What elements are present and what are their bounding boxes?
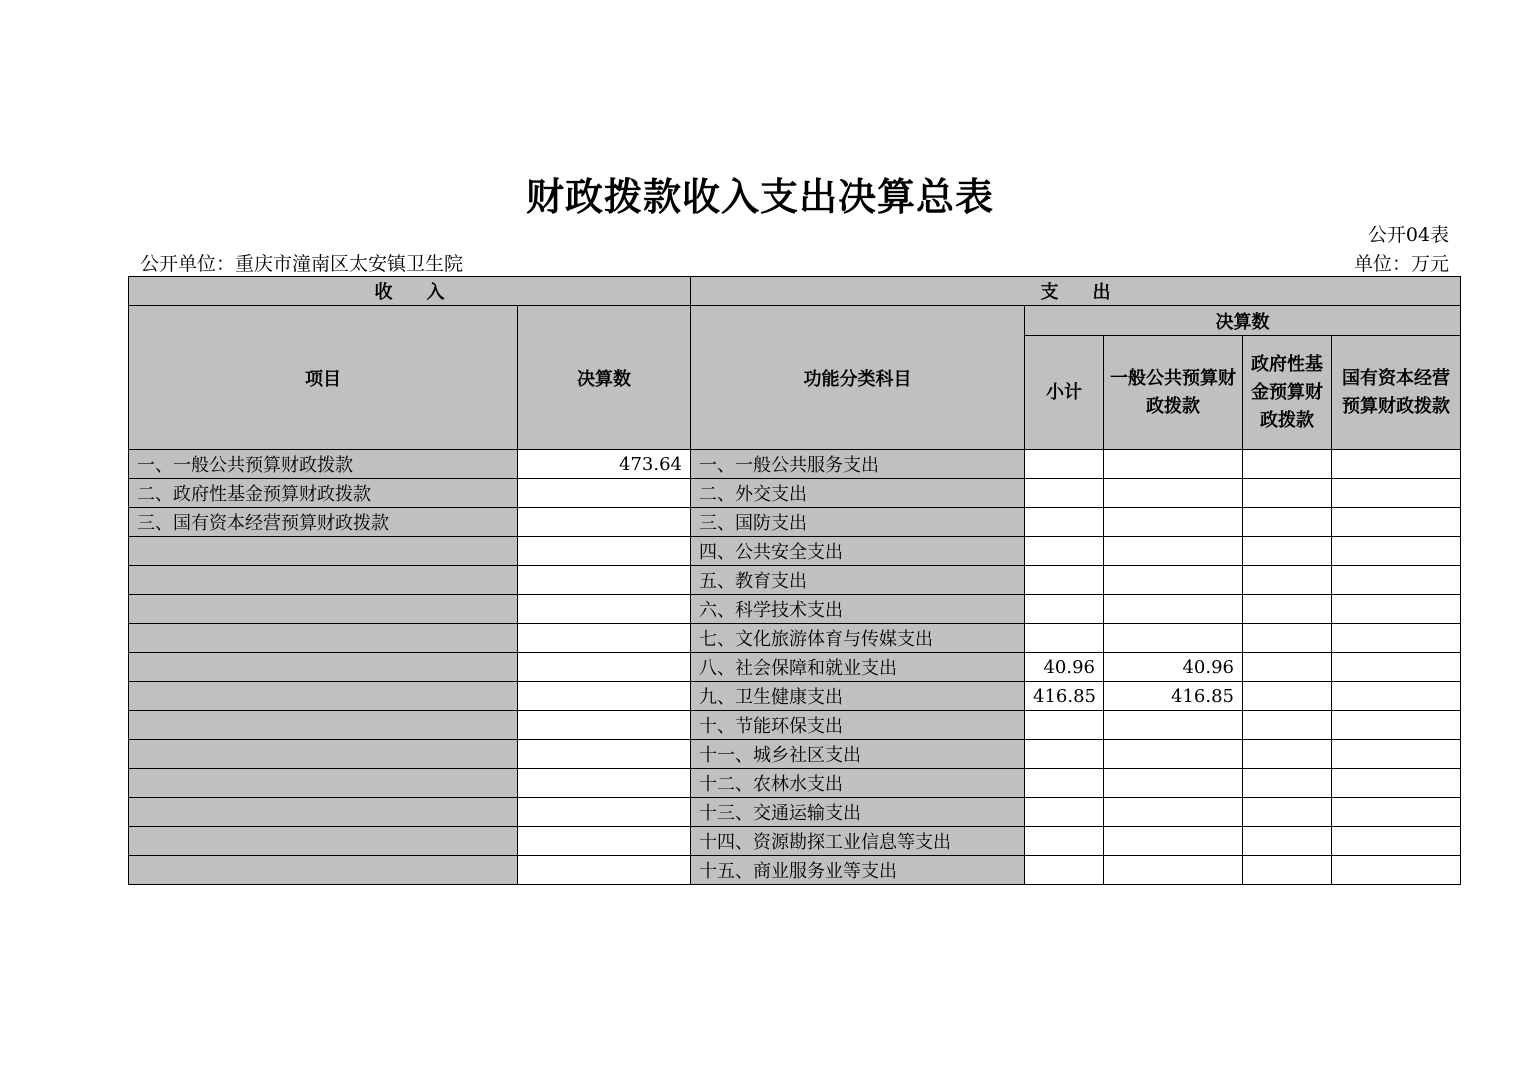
gov-fund-cell (1243, 537, 1332, 566)
gov-fund-cell (1243, 595, 1332, 624)
amount-header: 决算数 (518, 306, 691, 450)
gov-fund-header: 政府性基金预算财政拨款 (1243, 336, 1332, 450)
general-cell: 416.85 (1104, 682, 1243, 711)
expense-item-cell: 十三、交通运输支出 (691, 798, 1025, 827)
item-header: 项目 (129, 306, 518, 450)
income-item-cell: 二、政府性基金预算财政拨款 (129, 479, 518, 508)
expense-item-cell: 三、国防支出 (691, 508, 1025, 537)
state-capital-cell (1332, 566, 1461, 595)
subtotal-cell: 416.85 (1025, 682, 1104, 711)
table-row (129, 769, 1461, 798)
income-amount-cell (518, 798, 691, 827)
general-cell (1104, 740, 1243, 769)
subtotal-cell (1025, 537, 1104, 566)
table-row (129, 653, 1461, 682)
subtotal-cell (1025, 450, 1104, 479)
income-amount-cell (518, 537, 691, 566)
expense-item-cell: 十、节能环保支出 (691, 711, 1025, 740)
table-row (129, 566, 1461, 595)
expense-item-cell: 四、公共安全支出 (691, 537, 1025, 566)
income-amount-cell (518, 711, 691, 740)
income-amount-cell (518, 827, 691, 856)
general-cell (1104, 566, 1243, 595)
form-number: 公开04表 (1367, 224, 1449, 246)
state-capital-cell (1332, 769, 1461, 798)
general-cell (1104, 450, 1243, 479)
expense-item-cell: 十四、资源勘探工业信息等支出 (691, 827, 1025, 856)
subtotal-cell (1025, 479, 1104, 508)
expense-item-cell: 六、科学技术支出 (691, 595, 1025, 624)
table-row (129, 595, 1461, 624)
expense-item-cell: 二、外交支出 (691, 479, 1025, 508)
subtotal-cell (1025, 769, 1104, 798)
expense-item-cell: 七、文化旅游体育与传媒支出 (691, 624, 1025, 653)
state-capital-cell (1332, 595, 1461, 624)
final-amount-header: 决算数 (1025, 306, 1461, 336)
table-row (129, 508, 1461, 537)
gov-fund-cell (1243, 740, 1332, 769)
expense-item-cell: 十二、农林水支出 (691, 769, 1025, 798)
income-amount-cell (518, 595, 691, 624)
general-cell (1104, 827, 1243, 856)
income-item-cell (129, 537, 518, 566)
table-row (129, 711, 1461, 740)
subtotal-header: 小计 (1025, 336, 1104, 450)
income-amount-cell (518, 479, 691, 508)
income-item-cell: 三、国有资本经营预算财政拨款 (129, 508, 518, 537)
income-item-cell (129, 798, 518, 827)
general-cell (1104, 479, 1243, 508)
table-row (129, 682, 1461, 711)
income-amount-cell (518, 566, 691, 595)
income-amount-cell (518, 508, 691, 537)
general-cell (1104, 624, 1243, 653)
currency-unit: 单位：万元 (1353, 253, 1449, 275)
subtotal-cell (1025, 595, 1104, 624)
income-item-cell (129, 653, 518, 682)
expense-header: 支出 (691, 277, 1461, 306)
table-row (129, 740, 1461, 769)
income-header: 收入 (129, 277, 691, 306)
income-item-cell (129, 740, 518, 769)
income-item-cell (129, 624, 518, 653)
general-cell (1104, 595, 1243, 624)
income-item-cell (129, 856, 518, 885)
gov-fund-cell (1243, 856, 1332, 885)
gov-fund-cell (1243, 450, 1332, 479)
state-capital-cell (1332, 537, 1461, 566)
state-capital-cell (1332, 479, 1461, 508)
reporting-unit: 公开单位：重庆市潼南区太安镇卫生院 (140, 253, 464, 275)
gov-fund-cell (1243, 711, 1332, 740)
gov-fund-cell (1243, 798, 1332, 827)
subtotal-cell: 40.96 (1025, 653, 1104, 682)
gov-fund-cell (1243, 682, 1332, 711)
income-amount-cell (518, 682, 691, 711)
general-cell (1104, 769, 1243, 798)
unit-line (140, 249, 1449, 276)
state-capital-cell (1332, 624, 1461, 653)
expense-item-cell: 五、教育支出 (691, 566, 1025, 595)
general-cell (1104, 798, 1243, 827)
subtotal-cell (1025, 827, 1104, 856)
table-row (129, 479, 1461, 508)
income-item-cell (129, 682, 518, 711)
income-amount-cell (518, 624, 691, 653)
subtotal-cell (1025, 508, 1104, 537)
expense-item-cell: 八、社会保障和就业支出 (691, 653, 1025, 682)
expense-item-cell: 一、一般公共服务支出 (691, 450, 1025, 479)
expense-item-cell: 十五、商业服务业等支出 (691, 856, 1025, 885)
state-capital-cell (1332, 653, 1461, 682)
income-item-cell (129, 595, 518, 624)
income-item-cell (129, 769, 518, 798)
general-cell (1104, 711, 1243, 740)
table-row (129, 624, 1461, 653)
state-capital-cell (1332, 856, 1461, 885)
general-cell (1104, 856, 1243, 885)
state-capital-cell (1332, 798, 1461, 827)
state-capital-cell (1332, 682, 1461, 711)
state-capital-cell (1332, 740, 1461, 769)
state-capital-cell (1332, 450, 1461, 479)
income-item-cell (129, 566, 518, 595)
state-capital-cell (1332, 508, 1461, 537)
gov-fund-cell (1243, 566, 1332, 595)
table-row (129, 450, 1461, 479)
gov-fund-cell (1243, 827, 1332, 856)
table-row (129, 856, 1461, 885)
page-title: 财政拨款收入支出决算总表 (525, 174, 994, 219)
income-amount-cell: 473.64 (518, 450, 691, 479)
expense-item-cell: 十一、城乡社区支出 (691, 740, 1025, 769)
income-item-cell: 一、一般公共预算财政拨款 (129, 450, 518, 479)
income-amount-cell (518, 653, 691, 682)
subtotal-cell (1025, 624, 1104, 653)
general-cell (1104, 537, 1243, 566)
subtotal-cell (1025, 711, 1104, 740)
income-amount-cell (518, 769, 691, 798)
table-row (129, 798, 1461, 827)
table-row (129, 827, 1461, 856)
state-capital-cell (1332, 827, 1461, 856)
subtotal-cell (1025, 856, 1104, 885)
income-amount-cell (518, 740, 691, 769)
state-capital-cell (1332, 711, 1461, 740)
expense-item-cell: 九、卫生健康支出 (691, 682, 1025, 711)
gov-fund-cell (1243, 624, 1332, 653)
table-row (129, 537, 1461, 566)
budget-table (128, 276, 1461, 885)
general-cell (1104, 508, 1243, 537)
gov-fund-cell (1243, 769, 1332, 798)
subtotal-cell (1025, 798, 1104, 827)
subtotal-cell (1025, 740, 1104, 769)
general-cell: 40.96 (1104, 653, 1243, 682)
income-item-cell (129, 827, 518, 856)
income-amount-cell (518, 856, 691, 885)
income-item-cell (129, 711, 518, 740)
gov-fund-cell (1243, 479, 1332, 508)
general-header: 一般公共预算财政拨款 (1104, 336, 1243, 450)
gov-fund-cell (1243, 653, 1332, 682)
gov-fund-cell (1243, 508, 1332, 537)
state-capital-header: 国有资本经营预算财政拨款 (1332, 336, 1461, 450)
subtotal-cell (1025, 566, 1104, 595)
category-header: 功能分类科目 (691, 306, 1025, 450)
